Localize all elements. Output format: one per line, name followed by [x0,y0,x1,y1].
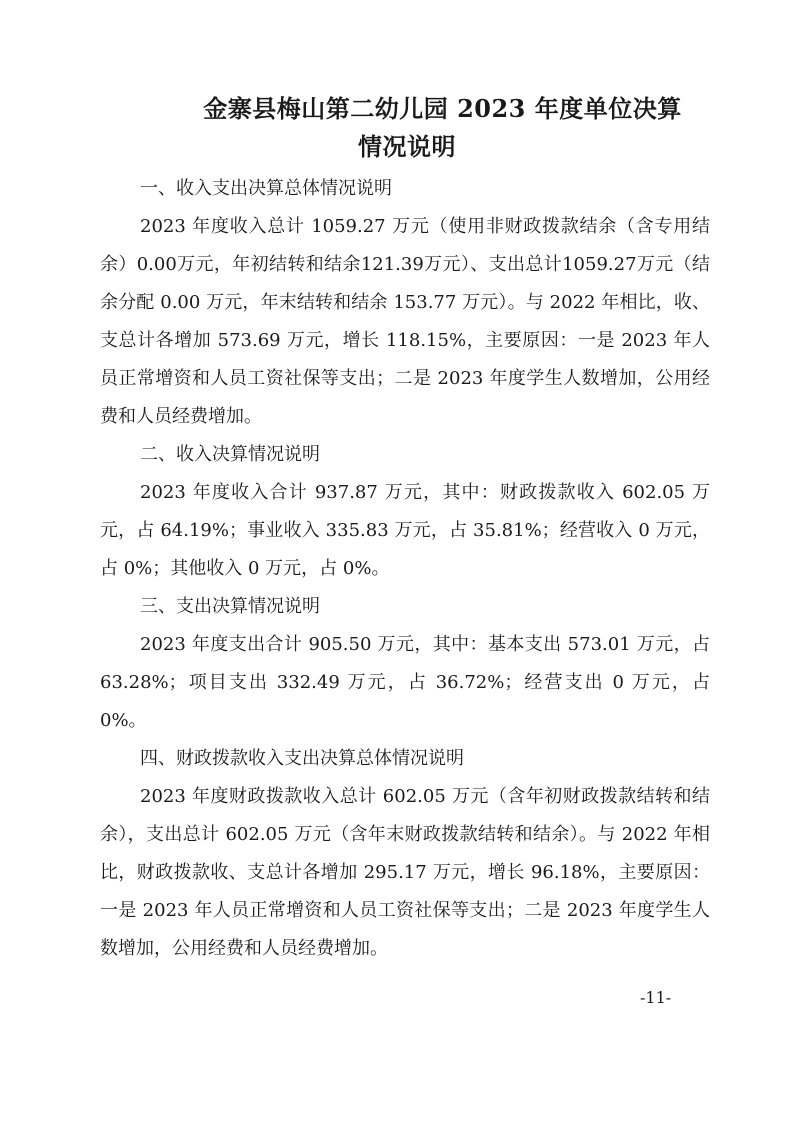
section-paragraph: 2023 年度支出合计 905.50 万元，其中：基本支出 573.01 万元，占 63.28%；项目支出 332.49 万元，占 36.72%；经营支出 0 万元，占 0%。 [100,634,710,731]
section-paragraph: 2023 年度收入合计 937.87 万元，其中：财政拨款收入 602.05 万元，占 64.19%；事业收入 335.83 万元，占 35.81%；经营收入 0 万元，占 0%；其他收入 0 万元，占 0%。 [100,482,710,579]
page-number: -11- [640,988,672,1007]
section-heading: 四、财政拨款收入支出决算总体情况说明 [140,748,464,769]
section-heading: 二、收入决算情况说明 [140,444,320,465]
section-1 [100,170,710,436]
section-4 [100,740,710,968]
section-2 [100,436,710,588]
section-heading: 三、支出决算情况说明 [140,596,320,617]
document-title-line1: 金寨县梅山第二幼儿园 2023 年度单位决算 [203,94,682,123]
document-title-line2: 情况说明 [358,132,456,161]
section-3 [100,588,710,740]
section-paragraph: 2023 年度财政拨款收入总计 602.05 万元（含年初财政拨款结转和结余），支出总计 602.05 万元（含年末财政拨款结转和结余）。与 2022 年相比，财政拨款收、支总计各增加 295.17 万元，增长 96.18%，主要原因：一是 2023 年人员正常增资和人员工资社保等支出；二是 2023 年度学生人数增加，公用经费和人员经费增加。 [100,786,710,959]
section-paragraph: 2023 年度收入总计 1059.27 万元（使用非财政拨款结余（含专用结余）0.00万元，年初结转和结余121.39万元）、支出总计1059.27万元（结余分配 0.00 万元，年末结转和结余 153.77 万元）。与 2022 年相比，收、支总计各增加 573.69 万元，增长 118.15%，主要原因：一是 2023 年人员正常增资和人员工资社保等支出；二是 2023 年度学生人数增加，公用经费和人员经费增加。 [100,216,710,427]
document-body [100,170,710,968]
section-heading: 一、收入支出决算总体情况说明 [140,178,392,199]
